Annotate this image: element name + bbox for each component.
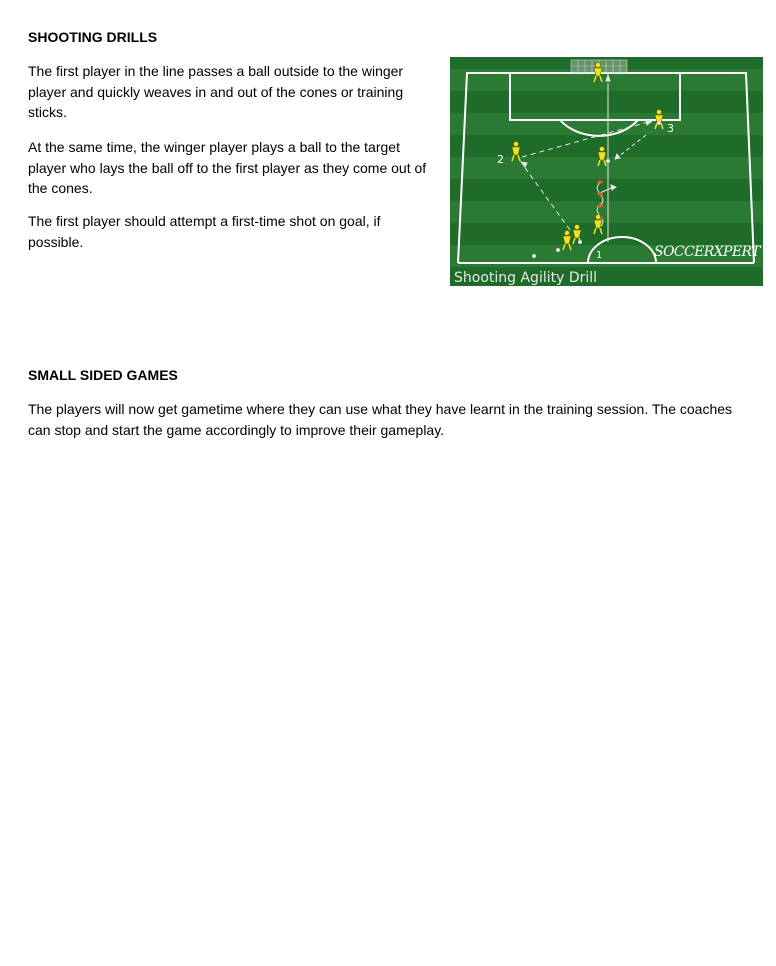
pitch-stripe xyxy=(450,113,763,135)
shooting-paragraph-2: At the same time, the winger player plays a ball to the target player who lays the ball off to the first player as they come out of the cones. xyxy=(28,139,427,196)
small-sided-games-heading: SMALL SIDED GAMES xyxy=(28,367,178,383)
shooting-drills-heading: SHOOTING DRILLS xyxy=(28,29,158,45)
ball xyxy=(657,121,661,125)
player-label-1: 1 xyxy=(596,250,603,261)
cone xyxy=(597,192,603,195)
shooting-paragraph-3: The first player should attempt a first-time shot on goal, if possible. xyxy=(28,213,381,250)
cone xyxy=(597,180,603,183)
ball xyxy=(578,240,582,244)
player-label-3: 3 xyxy=(667,122,674,135)
ball xyxy=(606,159,610,163)
diagram-caption: Shooting Agility Drill xyxy=(454,270,598,286)
cone xyxy=(597,204,603,207)
ball xyxy=(556,248,560,252)
soccerxpert-logo: SOCCERXPERT xyxy=(654,244,760,260)
pitch-stripe xyxy=(450,201,763,223)
shooting-paragraph-1: The first player in the line passes a ball outside to the winger player and quickly weaves in and out of the cones or training sticks. xyxy=(28,63,404,120)
player-label-2: 2 xyxy=(497,153,504,166)
small-sided-paragraph: The players will now get gametime where they can use what they have learnt in the training session. The coaches can stop and start the game accordingly to improve their gameplay. xyxy=(28,401,733,438)
shooting-drill-diagram xyxy=(450,57,763,286)
ball xyxy=(532,254,536,258)
